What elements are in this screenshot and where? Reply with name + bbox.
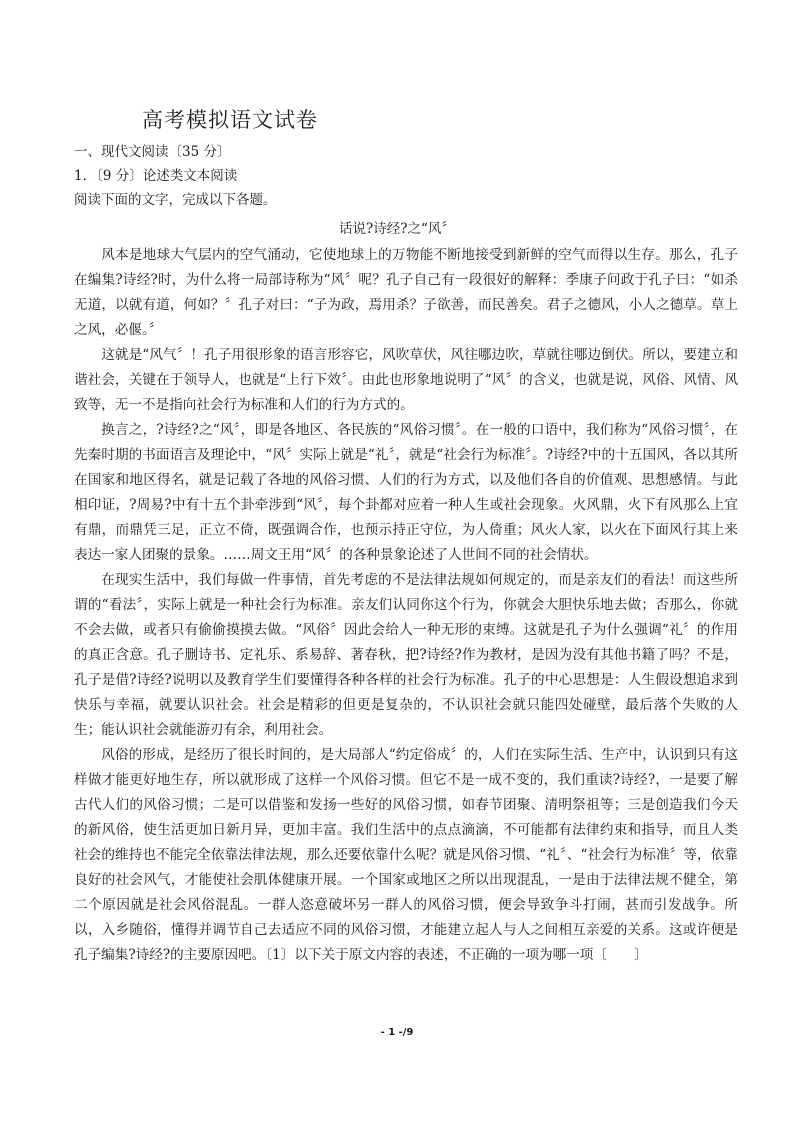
paragraph: 在现实生活中，我们每做一件事情，首先考虑的不是法律法规如何规定的，而是亲友们的看法！而这些所谓的“看法〞，实际上就是一种社会行为标准。亲友们认同你这个行为，你就会大胆快乐地去做；否那么，你就不会去做，或者只有偷偷摸摸去做。“风俗〞因此会给人一种无形的束缚。这就是孔子为什么强调“礼〞的作用的真正含意。孔子删诗书、定礼乐、系易辞、著春秋，把?诗经?作为教材，是因为没有其他书籍了吗？不是，孔子是借?诗经?说明以及教育学生们要懂得各种各样的社会行为标准。孔子的中心思想是：人生假设想追求到快乐与幸福，就要认识社会。社会是精彩的但更是复杂的，不认识社会就只能四处碰壁，最后落个失败的人生；能认识社会就能游刃有余，利用社会。 <box>74 572 738 738</box>
paragraph: 这就是“风气〞！孔子用很形象的语言形容它，风吹草伏，风往哪边吹，草就往哪边倒伏。所以，要建立和谐社会，关键在于领导人，也就是“上行下效〞。由此也形象地说明了“风〞的含义，也就是说，风俗、风情、风致等，无一不是指向社会行为标准和人们的行为方式的。 <box>74 347 738 413</box>
document-title: 高考模拟语文试卷 <box>142 108 318 132</box>
section-heading: 一、现代文阅读〔35 分〕 <box>74 144 231 160</box>
paragraph: 换言之，?诗经?之“风〞，即是各地区、各民族的“风俗习惯〞。在一般的口语中，我们称为“风俗习惯〞，在先秦时期的书面语言及理论中，“风〞实际上就是“礼〞，就是“社会行为标准〞。?诗经?中的十五国风，各以其所在国家和地区得名，就是记载了各地的风俗习惯、人们的行为方式，以及他们各自的价值观、思想感情。与此相印证，?周易?中有十五个卦牵涉到“风〞，每个卦都对应着一种人生或社会现象。火风鼎，火下有风那么上宜有鼎，而鼎凭三足，正立不倚，既强调合作，也预示持正守位，为人倚重；风火人家，以火在下面风行其上来表达一家人团聚的景象。……周文王用“风〞的各种景象论述了人世间不同的社会情状。 <box>74 422 738 563</box>
page-number: - 1 -/9 <box>380 1027 414 1038</box>
paragraph: 风本是地球大气层内的空气涌动，它使地球上的万物能不断地接受到新鲜的空气而得以生存。那么，孔子在编集?诗经?时，为什么将一局部诗称为“风〞呢？孔子自己有一段很好的解释：季康子问政于孔子曰：“如杀无道，以就有道，何如？〞孔子对曰：“子为政，焉用杀？子欲善，而民善矣。君子之德风，小人之德草。草上之风，必偃。〞 <box>74 247 738 338</box>
article-title: 话说?诗经?之“风〞 <box>339 221 455 237</box>
article-body <box>74 243 738 968</box>
paragraph: 风俗的形成，是经历了很长时间的，是大局部人“约定俗成〞的，人们在实际生活、生产中，认识到只有这样做才能更好地生存，所以就形成了这样一个风俗习惯。但它不是一成不变的，我们重读?诗经?，一是要了解古代人们的风俗习惯；二是可以借鉴和发扬一些好的风俗习惯，如春节团聚、清明祭祖等；三是创造我们今天的新风俗，使生活更加日新月异，更加丰富。我们生活中的点点滴滴，不可能都有法律约束和指导，而且人类社会的维持也不能完全依靠法律法规，那么还要依靠什么呢？就是风俗习惯、“礼〞、“社会行为标准〞等，依靠良好的社会风气，才能使社会肌体健康开展。一个国家或地区之所以出现混乱，一是由于法律法规不健全，第二个原因就是社会风俗混乱。一群人恣意破坏另一群人的风俗习惯，便会导致争斗打闹，甚而引发战争。所以，入乡随俗，懂得并调节自己去适应不同的风俗习惯，才能建立起人与人之间相互亲爱的关系。这或许便是孔子编集?诗经?的主要原因吧。〔1〕以下关于原文内容的表述，不正确的一项为哪一项〔 〕 <box>74 747 738 963</box>
reading-instruction: 阅读下面的文字，完成以下各题。 <box>74 192 277 208</box>
question-label: 1．〔9 分〕论述类文本阅读 <box>74 168 238 184</box>
